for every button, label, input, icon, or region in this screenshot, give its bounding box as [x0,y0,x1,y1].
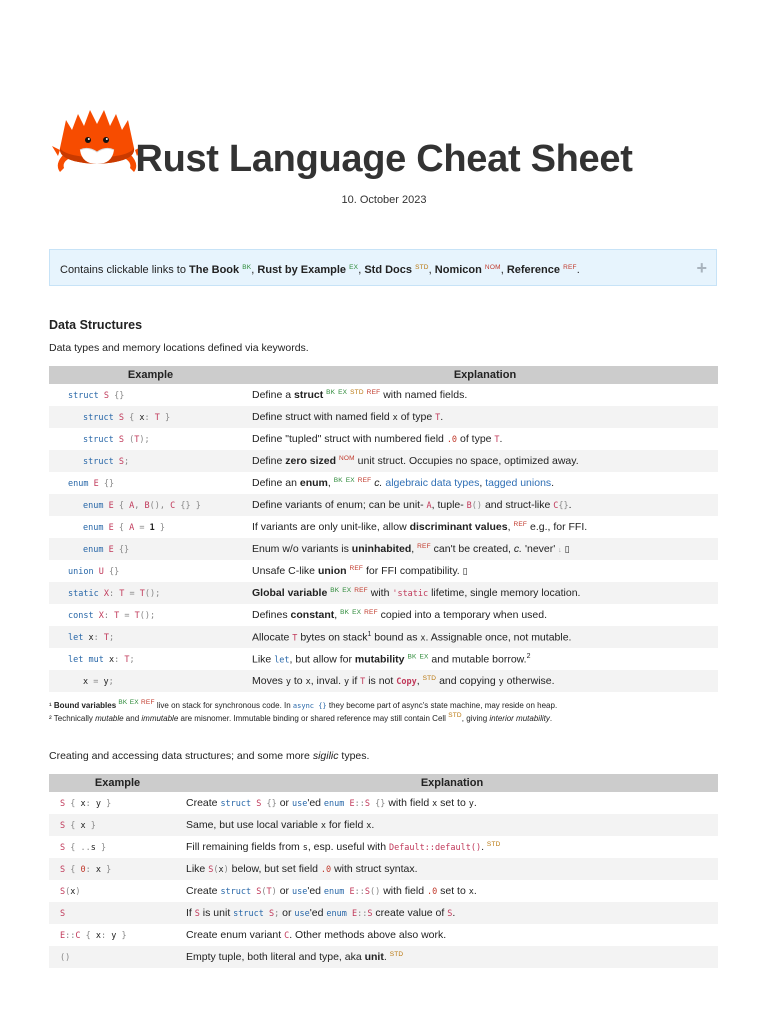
explanation-cell: If variants are only unit-like, allow discriminant values, $^{REF}$ e.g., for FFI. [252,521,588,533]
link-the-book[interactable]: The Book [189,264,240,276]
explanation-cell: Unsafe C-like union $^{REF}$ for FFI compatibility. ▯ [252,565,468,577]
tag-bk: BK [242,264,252,271]
table-row [49,946,718,968]
tag-std: STD [415,264,429,271]
page-title: Rust Language Cheat Sheet [135,138,633,180]
column-header-example: Example [49,774,186,792]
explanation-cell: If S is unit struct S; or use'ed enum E::S create value of S. [186,902,718,924]
table-row [49,582,718,604]
example-cell: static X: T = T(); [49,582,252,604]
example-cell: x = y; [49,670,252,692]
link-rust-by-example[interactable]: Rust by Example [257,264,347,276]
table-row [49,792,718,814]
explanation-cell: Empty tuple, both literal and type, aka unit. $^{STD}$ [186,946,718,968]
example-cell: enum E { A = 1 } [83,523,165,533]
explanation-cell: Same, but use local variable x for field x. [186,814,718,836]
page-header [0,100,768,220]
table-row [49,538,718,560]
explanation-cell: Define struct with named field x of type T. [252,406,718,428]
example-cell: let mut x: T; [68,655,135,665]
explanation-cell: Create struct S {} or use'ed enum E::S {} with field x set to y. [186,797,477,809]
example-cell: let x: T; [49,626,252,648]
column-header-explanation: Explanation [186,774,718,792]
example-cell: S { x } [49,814,186,836]
table-row [49,560,718,582]
table-row [49,670,718,692]
explanation-cell: Allocate T bytes on stack$^1$ bound as x. Assignable once, not mutable. [252,626,718,648]
info-box: Contains clickable links to The Book $^{BK}$, Rust by Example $^{EX}$, Std Docs $^{STD}$, Nomicon $^{NOM}$, Reference $^{REF}$. + [49,249,717,286]
table-row [49,924,718,946]
tag-ref: REF [563,264,577,271]
footnote-1: ¹ Bound variables $^{BK}$ $^{EX}$ $^{REF}$ live on stack for synchronous code. In async {} they become part of async's state machine, may reside on heap. [49,699,558,710]
table-row [49,626,718,648]
example-cell: S(x) [60,887,81,897]
example-cell: S { x: y } [60,799,112,809]
example-cell: () [49,946,186,968]
explanation-cell: Enum w/o variants is uninhabited, $^{REF}$ can't be created, c. 'never' ↓ ▯ [252,538,718,560]
link-reference[interactable]: Reference [506,264,561,276]
table-row [49,450,718,472]
column-header-explanation: Explanation [252,366,718,384]
section-title-data-structures: Data Structures [49,318,143,332]
info-prefix: Contains clickable links to [60,264,190,276]
table-row [49,604,718,626]
link-std-docs[interactable]: Std Docs [364,264,412,276]
explanation-cell: Define zero sized $^{NOM}$ unit struct. Occupies no space, optimized away. [252,450,718,472]
tag-ex: EX [349,264,359,271]
table-header-row [49,774,718,792]
table-row [49,384,718,406]
example-cell: S { 0: x } [49,858,186,880]
table-row [49,516,718,538]
table-row [49,648,718,670]
example-cell: struct S (T); [83,435,150,445]
section-description: Data types and memory locations defined via keywords. [49,342,309,354]
example-cell: struct S { x: T } [49,406,252,428]
example-cell: enum E {} [68,479,115,489]
example-cell: union U {} [68,567,120,577]
table-row [49,406,718,428]
explanation-cell: Define a struct $^{BK}$ $^{EX}$ $^{STD}$ $^{REF}$ with named fields. [252,389,468,401]
explanation-cell: Defines constant, $^{BK}$ $^{EX}$ $^{REF}$ copied into a temporary when used. [252,609,548,621]
example-cell: enum E {} [49,538,252,560]
explanation-cell: Like S(x) below, but set field .0 with struct syntax. [186,858,718,880]
explanation-cell: Define an enum, $^{BK}$ $^{EX}$ $^{REF}$ c. algebraic data types, tagged unions. [252,477,555,489]
example-cell: struct S {} [68,391,125,401]
page-date: 10. October 2023 [341,194,427,206]
explanation-cell: Create struct S(T) or use'ed enum E::S() with field .0 set to x. [186,885,477,897]
explanation-cell: Like let, but allow for mutability $^{BK}$ $^{EX}$ and mutable borrow.$^2$ [252,652,531,666]
table-row [49,428,718,450]
table-row [49,902,718,924]
explanation-cell: Create enum variant C. Other methods above also work. [186,929,447,941]
example-cell: const X: T = T(); [68,611,156,621]
footnote-2: ² Technically mutable and immutable are misnomer. Immutable binding or shared reference may still contain Cell $^{STD}$, giving interior mutability. [49,712,553,723]
example-cell: struct S; [49,450,252,472]
example-cell: E::C { x: y } [60,931,127,941]
table-row [49,836,718,858]
data-structures-table [49,366,718,692]
example-cell: S { ..s } [60,843,107,853]
table-row [49,494,718,516]
explanation-cell: Define "tupled" struct with numbered field .0 of type T. [252,433,503,445]
data-access-table [49,774,718,968]
example-cell: enum E { A, B(), C {} } [49,494,252,516]
table-row [49,814,718,836]
expand-plus-icon[interactable]: + [696,258,707,278]
tag-nom: NOM [484,264,501,271]
explanation-cell: Moves y to x, inval. y if T is not Copy, $^{STD}$ and copying y otherwise. [252,670,718,692]
table-header-row [49,366,718,384]
explanation-cell: Global variable $^{BK}$ $^{EX}$ $^{REF}$ with 'static lifetime, single memory location. [252,582,718,604]
link-nomicon[interactable]: Nomicon [434,264,482,276]
table-row [49,880,718,902]
table-row [49,472,718,494]
table-row [49,858,718,880]
section-description-2: Creating and accessing data structures; and some more sigilic types. [49,750,370,762]
column-header-example: Example [49,366,252,384]
explanation-cell: Define variants of enum; can be unit- A, tuple- B() and struct-like C{}. [252,494,718,516]
explanation-cell: Fill remaining fields from s, esp. useful with Default::default(). $^{STD}$ [186,841,501,853]
example-cell: S [49,902,186,924]
